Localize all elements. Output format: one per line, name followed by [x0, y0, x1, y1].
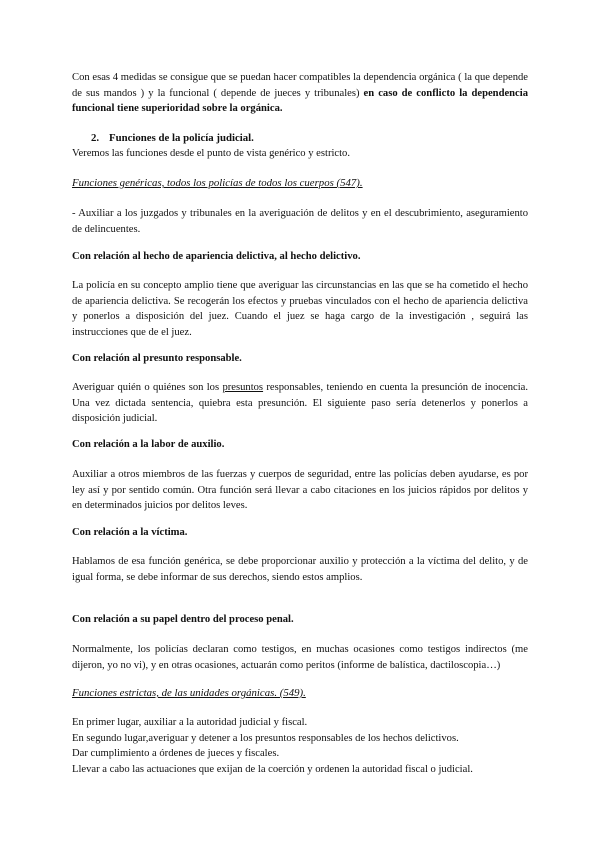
victima-paragraph	[72, 554, 528, 585]
funciones-estrictas-heading	[72, 686, 528, 701]
section-2-text: Veremos las funciones desde el punto de vista genérico y estricto.	[72, 148, 351, 159]
intro-bold-text: en caso de conflicto la dependencia funcional tiene superioridad sobre la orgánica.	[72, 87, 528, 115]
genericas-paragraph	[72, 206, 528, 237]
intro-text: Con esas 4 medidas se consigue que se puedan hacer compatibles la dependencia orgánica ( la que depende de sus mandos ) y la funcional ( depende de jueces y tribunales)	[72, 72, 528, 99]
papel-paragraph	[72, 642, 528, 673]
papel-heading	[72, 612, 528, 627]
list-item: Llevar a cabo las actuaciones que exijan de la coerción y ordenen la autoridad fiscal o judicial.	[72, 763, 473, 775]
auxilio-paragraph	[72, 467, 528, 514]
auxilio-heading-text: Con relación a la labor de auxilio.	[72, 439, 225, 450]
genericas-text: - Auxiliar a los juzgados y tribunales en la averiguación de delitos y en el descubrimiento, aseguramiento de delincuentes.	[72, 208, 528, 235]
genericas-heading-text: Funciones genéricas, todos los policías de todos los cuerpos (547).	[72, 177, 363, 189]
victima-heading-text: Con relación a la víctima.	[72, 527, 188, 538]
presunto-paragraph	[72, 380, 528, 427]
presunto-underlined-word: presuntos	[222, 382, 264, 393]
section-2-intro	[72, 146, 528, 162]
auxilio-heading	[72, 437, 528, 452]
victima-text: Hablamos de esa función genérica, se debe proporcionar auxilio y protección a la víctima del delito, y de igual forma, se debe informar de sus derechos, siendo estos amplios.	[72, 556, 528, 583]
estrictas-heading-text: Funciones estrictas, de las unidades orgánicas. (549).	[72, 687, 306, 699]
hecho-heading-text: Con relación al hecho de apariencia delictiva, al hecho delictivo.	[72, 251, 361, 262]
victima-heading	[72, 525, 528, 540]
papel-heading-text: Con relación a su papel dentro del proceso penal.	[72, 614, 294, 625]
estrictas-list	[72, 715, 528, 777]
list-item: En segundo lugar,averiguar y detener a los presuntos responsables de los hechos delictivos.	[72, 732, 459, 744]
section-number: 2.	[91, 132, 100, 144]
list-item: Dar cumplimiento a órdenes de jueces y fiscales.	[72, 748, 280, 759]
presunto-heading-text: Con relación al presunto responsable.	[72, 353, 242, 364]
presunto-text-before: Averiguar quién o quiénes son los	[72, 382, 223, 393]
hecho-paragraph	[72, 278, 528, 340]
intro-paragraph	[72, 70, 528, 117]
section-title: Funciones de la policía judicial.	[109, 132, 254, 144]
presunto-text-after: responsables, teniendo en cuenta la presunción de inocencia. Una vez dictada sentencia, quiebra esta presunción. El siguiente paso sería detenerlos y ponerlos a disposición judicial.	[72, 382, 529, 425]
papel-text: Normalmente, los policías declaran como testigos, en muchas ocasiones como testigos indirectos (me dijeron, yo no vi), y en otras ocasiones, actuarán como peritos (informe de balística, dactiloscopia…)	[72, 644, 528, 671]
list-item: En primer lugar, auxiliar a la autoridad judicial y fiscal.	[72, 717, 308, 728]
auxilio-text: Auxiliar a otros miembros de las fuerzas y cuerpos de seguridad, entre las policías deben ayudarse, es por ley así y por sentido común. Otra función será llevar a cabo citaciones en los juicios rápidos por delitos y en determinados juicios por delitos leves.	[72, 469, 528, 512]
funciones-genericas-heading	[72, 176, 528, 191]
hecho-text: La policía en su concepto amplio tiene que averiguar las circunstancias en las que se ha cometido el hecho de apariencia delictiva. Se recogerán los efectos y pruebas vinculados con el hecho de apariencia delictiva y ponerlos a disposición del juez. Cuando el juez se haga cargo de la investigación , seguirá las instrucciones que de el juez.	[72, 280, 528, 338]
section-2-heading	[91, 131, 547, 146]
presunto-heading	[72, 351, 528, 366]
hecho-heading	[72, 249, 528, 264]
